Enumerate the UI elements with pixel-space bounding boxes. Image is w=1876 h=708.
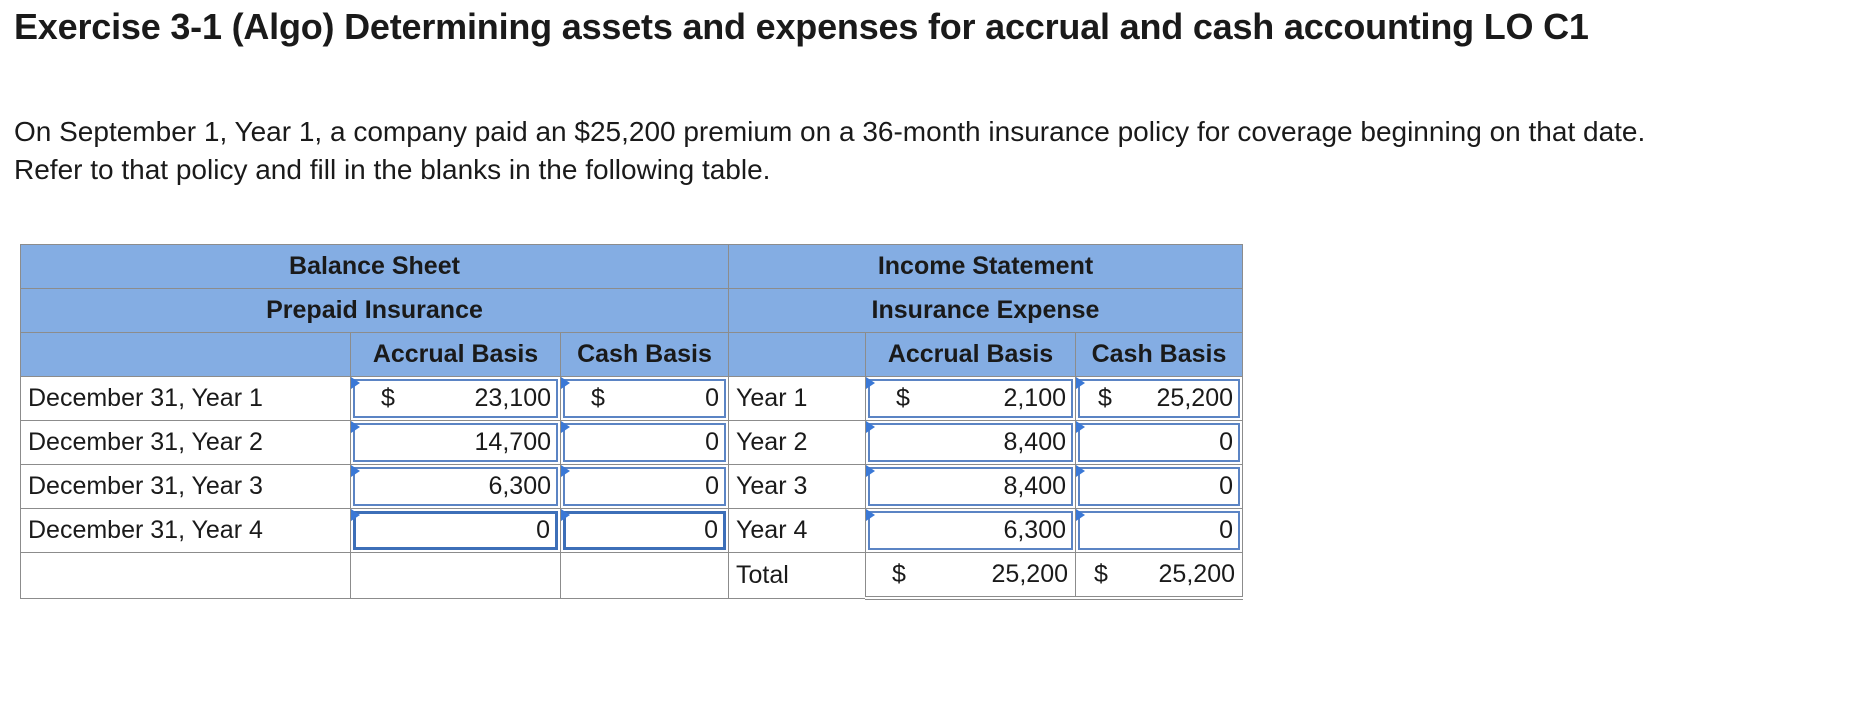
input-value: 0 xyxy=(705,384,719,412)
currency-symbol: $ xyxy=(892,560,906,588)
empty-cell xyxy=(561,553,729,599)
currency-symbol: $ xyxy=(1098,384,1112,412)
flag-icon xyxy=(351,377,360,389)
input-value: 25,200 xyxy=(1156,384,1233,412)
flag-icon xyxy=(1076,509,1085,521)
expense-cash-cell xyxy=(1076,509,1243,553)
expense-accrual-cell xyxy=(866,421,1076,465)
flag-icon xyxy=(561,377,570,389)
prepaid-accrual-input[interactable] xyxy=(353,467,558,506)
input-value: 8,400 xyxy=(1003,472,1066,500)
prepaid-accrual-input[interactable] xyxy=(353,379,558,418)
table-row xyxy=(21,465,1243,509)
expense-cash-basis-header: Cash Basis xyxy=(1076,333,1243,377)
exercise-title: Exercise 3-1 (Algo) Determining assets and expenses for accrual and cash accounting LO C1 xyxy=(14,6,1589,47)
prepaid-cash-basis-header: Cash Basis xyxy=(561,333,729,377)
header-row-2 xyxy=(21,289,1243,333)
prepaid-cash-cell xyxy=(561,377,729,421)
prepaid-accrual-cell xyxy=(351,377,561,421)
currency-symbol: $ xyxy=(896,384,910,412)
input-value: 23,100 xyxy=(474,384,551,412)
prepaid-cash-cell xyxy=(561,421,729,465)
input-value: 0 xyxy=(705,428,719,456)
flag-icon xyxy=(866,465,875,477)
flag-icon xyxy=(561,421,570,433)
empty-cell xyxy=(351,553,561,599)
blank-header xyxy=(21,333,351,377)
total-label: Total xyxy=(729,553,866,599)
currency-symbol: $ xyxy=(381,384,395,412)
prepaid-accrual-basis-header: Accrual Basis xyxy=(351,333,561,377)
prepaid-cash-input[interactable] xyxy=(563,423,726,462)
table-row xyxy=(21,509,1243,553)
balance-sheet-header: Balance Sheet xyxy=(21,245,729,289)
total-row xyxy=(21,553,1243,599)
prepaid-cash-cell xyxy=(561,509,729,553)
problem-line-2: Refer to that policy and fill in the blanks in the following table. xyxy=(14,154,771,185)
header-row-1 xyxy=(21,245,1243,289)
expense-accrual-input[interactable] xyxy=(868,379,1073,418)
problem-statement xyxy=(14,113,1864,189)
input-value: 0 xyxy=(1219,472,1233,500)
expense-cash-input[interactable] xyxy=(1078,511,1240,550)
input-value: 14,700 xyxy=(474,428,551,456)
prepaid-cash-input[interactable] xyxy=(563,379,726,418)
row-year-label: Year 2 xyxy=(729,421,866,465)
row-date-label: December 31, Year 2 xyxy=(21,421,351,465)
flag-icon xyxy=(351,465,360,477)
total-expense-cash xyxy=(1076,553,1243,599)
input-value: 0 xyxy=(1219,428,1233,456)
prepaid-cash-cell xyxy=(561,465,729,509)
prepaid-accrual-input[interactable] xyxy=(353,423,558,462)
flag-icon xyxy=(866,509,875,521)
income-statement-header: Income Statement xyxy=(729,245,1243,289)
flag-icon xyxy=(1076,377,1085,389)
flag-icon xyxy=(351,421,360,433)
input-value: 0 xyxy=(1219,516,1233,544)
prepaid-accrual-cell xyxy=(351,465,561,509)
flag-icon xyxy=(351,509,360,521)
expense-accrual-input[interactable] xyxy=(868,511,1073,550)
input-value: 8,400 xyxy=(1003,428,1066,456)
expense-cash-input[interactable] xyxy=(1078,379,1240,418)
worksheet-table xyxy=(20,244,1243,600)
table-row xyxy=(21,421,1243,465)
total-expense-accrual xyxy=(866,553,1076,599)
flag-icon xyxy=(1076,465,1085,477)
prepaid-insurance-header: Prepaid Insurance xyxy=(21,289,729,333)
input-value: 2,100 xyxy=(1003,384,1066,412)
table-row xyxy=(21,377,1243,421)
input-value: 0 xyxy=(536,516,550,544)
flag-icon xyxy=(1076,421,1085,433)
row-date-label: December 31, Year 3 xyxy=(21,465,351,509)
prepaid-cash-input[interactable] xyxy=(563,467,726,506)
prepaid-accrual-input[interactable] xyxy=(353,511,558,550)
row-year-label: Year 1 xyxy=(729,377,866,421)
flag-icon xyxy=(866,421,875,433)
prepaid-accrual-cell xyxy=(351,509,561,553)
row-date-label: December 31, Year 4 xyxy=(21,509,351,553)
input-value: 0 xyxy=(704,516,718,544)
expense-accrual-cell xyxy=(866,465,1076,509)
currency-symbol: $ xyxy=(591,384,605,412)
insurance-expense-header: Insurance Expense xyxy=(729,289,1243,333)
expense-cash-cell xyxy=(1076,377,1243,421)
prepaid-cash-input[interactable] xyxy=(563,511,726,550)
total-value: 25,200 xyxy=(991,560,1068,588)
row-year-label: Year 4 xyxy=(729,509,866,553)
input-value: 6,300 xyxy=(1003,516,1066,544)
flag-icon xyxy=(866,377,875,389)
problem-line-1: On September 1, Year 1, a company paid an $25,200 premium on a 36-month insurance policy for coverage beginning on that date. xyxy=(14,116,1646,147)
row-year-label: Year 3 xyxy=(729,465,866,509)
expense-cash-input[interactable] xyxy=(1078,467,1240,506)
input-value: 6,300 xyxy=(488,472,551,500)
blank-header xyxy=(729,333,866,377)
total-value: 25,200 xyxy=(1158,560,1235,588)
flag-icon xyxy=(561,465,570,477)
expense-accrual-basis-header: Accrual Basis xyxy=(866,333,1076,377)
header-row-3 xyxy=(21,333,1243,377)
expense-accrual-input[interactable] xyxy=(868,467,1073,506)
empty-cell xyxy=(21,553,351,599)
expense-accrual-input[interactable] xyxy=(868,423,1073,462)
expense-cash-cell xyxy=(1076,465,1243,509)
input-value: 0 xyxy=(705,472,719,500)
expense-cash-cell xyxy=(1076,421,1243,465)
row-date-label: December 31, Year 1 xyxy=(21,377,351,421)
expense-accrual-cell xyxy=(866,377,1076,421)
expense-accrual-cell xyxy=(866,509,1076,553)
flag-icon xyxy=(561,509,570,521)
currency-symbol: $ xyxy=(1094,560,1108,588)
prepaid-accrual-cell xyxy=(351,421,561,465)
expense-cash-input[interactable] xyxy=(1078,423,1240,462)
